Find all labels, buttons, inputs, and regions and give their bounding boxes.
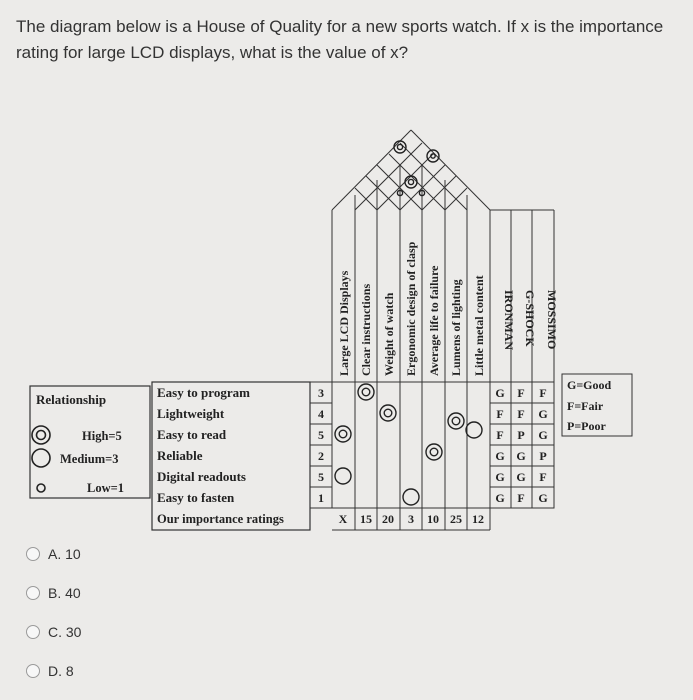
rating-cell: P	[539, 449, 547, 463]
rating-cell: F	[517, 407, 525, 421]
option-label: D. 8	[48, 663, 74, 679]
rating-value: 12	[472, 512, 484, 526]
option-label: B. 40	[48, 585, 81, 601]
matrix-relationships	[335, 384, 482, 505]
medium-relationship-icon	[32, 449, 50, 467]
competitor-label: IRONMAN	[502, 290, 516, 350]
rating-cell: F	[517, 491, 525, 505]
tech-requirement-label: Average life to failure	[427, 265, 441, 376]
rating-cell: G	[495, 491, 505, 505]
tech-requirement-label: Weight of watch	[382, 292, 396, 376]
rating-value: 15	[360, 512, 372, 526]
rating-key	[562, 374, 632, 436]
medium-relationship-icon	[448, 413, 464, 429]
rating-cell: G	[495, 386, 505, 400]
option-c[interactable]	[26, 621, 81, 643]
radio-button[interactable]	[26, 586, 40, 600]
option-b[interactable]	[26, 582, 81, 604]
tech-requirement-label: Large LCD Displays	[337, 270, 351, 376]
weak-relationship-icon	[37, 484, 45, 492]
weak-correlation-icon	[431, 154, 435, 158]
rating-cell: F	[539, 386, 547, 400]
requirement-label: Easy to program	[157, 385, 250, 400]
rating-key-good: G=Good	[567, 378, 612, 392]
customer-requirements	[152, 382, 310, 530]
importance-row-label: Our importance ratings	[157, 512, 284, 526]
strong-relationship-icon	[335, 426, 351, 442]
rating-key-poor: P=Poor	[567, 419, 606, 433]
rating-value: 3	[408, 512, 414, 526]
radio-button[interactable]	[26, 664, 40, 678]
question-text: The diagram below is a House of Quality for a new sports watch. If x is the importance rating for large LCD displays, what is the value of x?	[16, 17, 664, 62]
rating-cell: P	[517, 428, 525, 442]
legend-high: High=5	[82, 429, 122, 443]
option-d[interactable]	[26, 660, 74, 682]
strong-relationship-icon	[426, 444, 442, 460]
medium-relationship-icon	[466, 422, 482, 438]
weak-relationship-icon	[452, 417, 460, 425]
rating-cell: G	[538, 491, 548, 505]
rating-value: 25	[450, 512, 462, 526]
option-label: A. 10	[48, 546, 81, 562]
strong-relationship-icon	[380, 405, 396, 421]
rating-key-fair: F=Fair	[567, 399, 604, 413]
medium-relationship-icon	[335, 468, 351, 484]
tech-requirement-label: Clear instructions	[359, 283, 373, 376]
requirement-label: Digital readouts	[157, 469, 246, 484]
rating-value: 10	[427, 512, 439, 526]
technical-requirements	[337, 241, 559, 376]
tech-requirement-label: Ergonomic design of clasp	[404, 241, 418, 376]
requirement-label: Easy to read	[157, 427, 227, 442]
rating-cell: G	[495, 470, 505, 484]
strong-relationship-icon	[32, 426, 50, 444]
importance-ratings-row	[339, 512, 484, 526]
strong-relationship-icon	[358, 384, 374, 400]
requirement-label: Easy to fasten	[157, 490, 235, 505]
radio-button[interactable]	[26, 625, 40, 639]
rating-x: X	[338, 512, 348, 526]
rating-cell: G	[538, 428, 548, 442]
rating-cell: G	[538, 407, 548, 421]
importance-value: 2	[318, 449, 324, 463]
requirement-label: Lightweight	[157, 406, 225, 421]
importance-value: 3	[318, 386, 324, 400]
rating-cell: G	[516, 470, 526, 484]
radio-button[interactable]	[26, 547, 40, 561]
importance-value: 5	[318, 470, 324, 484]
importance-value: 1	[318, 491, 324, 505]
importance-value: 4	[318, 407, 324, 421]
legend-low: Low=1	[87, 481, 124, 495]
importance-value: 5	[318, 428, 324, 442]
tech-requirement-label: Little metal content	[472, 275, 486, 376]
option-a[interactable]	[26, 543, 81, 565]
legend-medium: Medium=3	[60, 452, 119, 466]
competitor-label: G-SHOCK	[523, 290, 537, 347]
competitor-label: MOSSIMO	[545, 290, 559, 350]
legend-title: Relationship	[36, 392, 107, 407]
rating-cell: F	[496, 428, 504, 442]
medium-relationship-icon	[403, 489, 419, 505]
rating-cell: F	[539, 470, 547, 484]
option-label: C. 30	[48, 624, 82, 640]
rating-cell: G	[495, 449, 505, 463]
requirement-label: Reliable	[157, 448, 203, 463]
relationship-legend	[30, 386, 150, 498]
rating-value: 20	[382, 512, 394, 526]
strong-correlation-icon	[405, 176, 417, 188]
rating-cell: F	[517, 386, 525, 400]
rating-cell: F	[496, 407, 504, 421]
tech-requirement-label: Lumens of lighting	[449, 279, 463, 376]
rating-cell: G	[516, 449, 526, 463]
